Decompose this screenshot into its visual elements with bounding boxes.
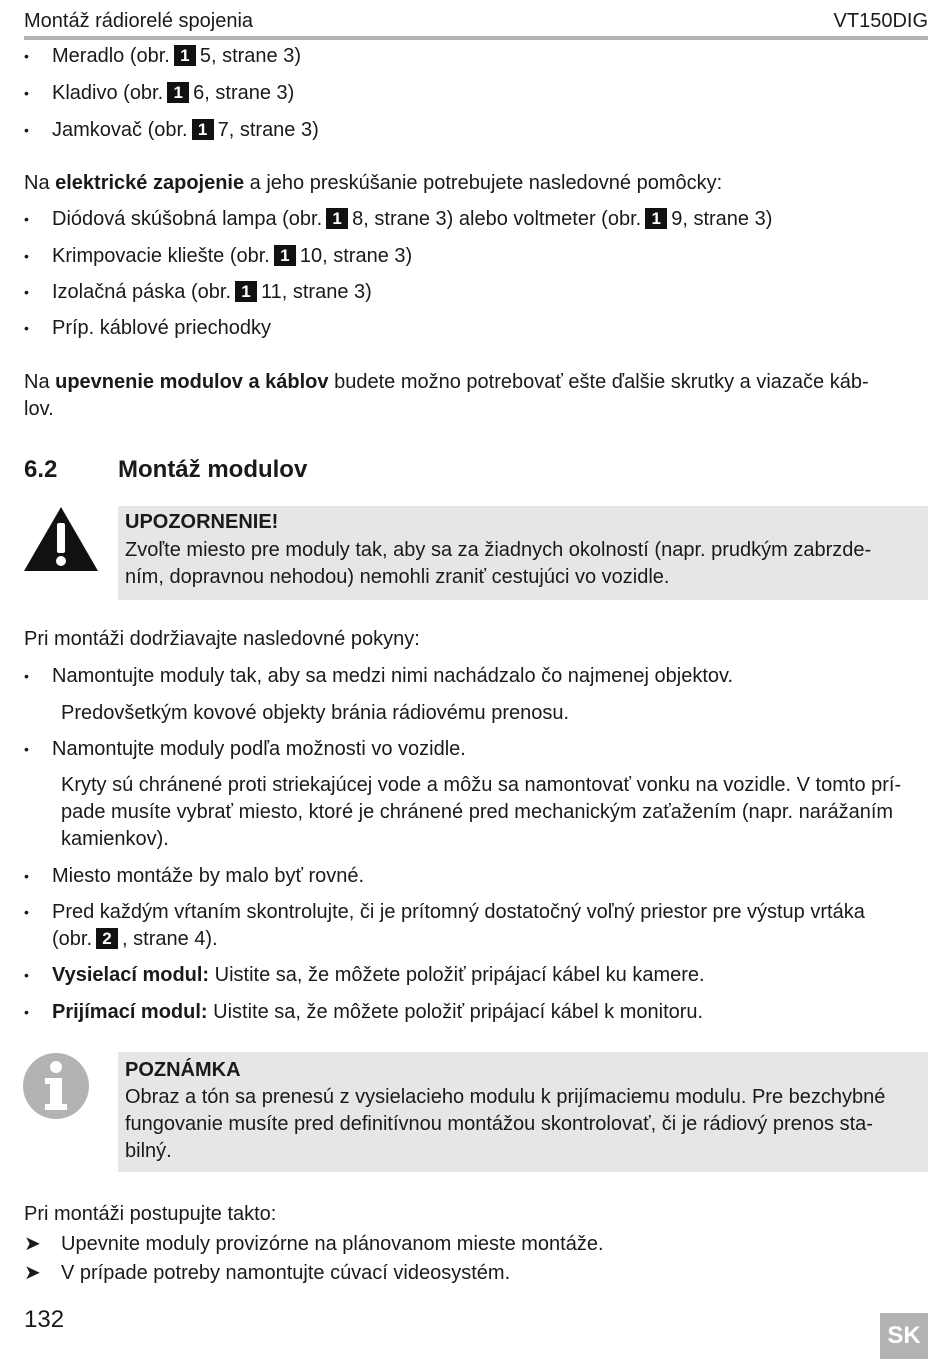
- bullet: •: [24, 122, 29, 138]
- language-tab: SK: [880, 1313, 928, 1359]
- bullet: •: [24, 48, 29, 64]
- warning-text: Zvoľte miesto pre moduly tak, aby sa za žiadnych okolností (napr. prudkým zabrzde-: [125, 539, 872, 561]
- note-text: bilný.: [125, 1140, 172, 1162]
- list-item-note: Predovšetkým kovové objekty bránia rádiovému prenosu.: [61, 702, 570, 724]
- paragraph-fixing: Na upevnenie modulov a káblov budete možno potrebovať ešte ďalšie skrutky a viazače káb-: [24, 371, 869, 393]
- note-box: [118, 1052, 928, 1172]
- bullet: •: [24, 211, 29, 227]
- paragraph-fixing-cont: lov.: [24, 398, 54, 420]
- info-icon: [22, 1052, 90, 1120]
- arrow-right-icon: ➤: [24, 1262, 41, 1284]
- list-item-note: Kryty sú chránené proti striekajúcej vode a môžu sa namontovať vonku na vozidle. V tomto prí-: [61, 774, 902, 796]
- figure-badge: 1: [167, 82, 189, 103]
- figure-badge: 1: [326, 208, 348, 229]
- bullet: •: [24, 248, 29, 264]
- figure-badge: 1: [274, 245, 296, 266]
- paragraph-electrical: Na elektrické zapojenie a jeho preskúšanie potrebujete nasledovné pomôcky:: [24, 172, 723, 194]
- warning-text: ním, dopravnou nehodou) nemohli zraniť cestujúci vo vozidle.: [125, 566, 670, 588]
- figure-badge: 1: [174, 45, 196, 66]
- bullet: •: [24, 967, 29, 983]
- list-item-note: pade musíte vybrať miesto, ktoré je chránené pred mechanickým zaťažením (napr. narážaním: [61, 801, 894, 823]
- figure-badge: 1: [192, 119, 214, 140]
- note-text: Obraz a tón sa prenesú z vysielacieho modulu k prijímaciemu modulu. Pre bezchybné: [125, 1086, 886, 1108]
- page-number: 132: [24, 1306, 65, 1333]
- note-title: POZNÁMKA: [125, 1059, 241, 1081]
- warning-title: UPOZORNENIE!: [125, 511, 279, 533]
- list-item-note: kamienkov).: [61, 828, 169, 850]
- figure-badge: 1: [645, 208, 667, 229]
- bullet: •: [24, 320, 29, 336]
- bullet: •: [24, 741, 29, 757]
- paragraph-procedure-intro: Pri montáži postupujte takto:: [24, 1203, 277, 1225]
- page-header: [24, 6, 928, 40]
- arrow-right-icon: ➤: [24, 1233, 41, 1255]
- bullet: •: [24, 284, 29, 300]
- figure-badge: 1: [235, 281, 257, 302]
- section-title: Montáž modulov: [118, 456, 308, 483]
- bullet: •: [24, 868, 29, 884]
- paragraph-instructions-intro: Pri montáži dodržiavajte nasledovné pokyny:: [24, 628, 420, 650]
- section-number: 6.2: [24, 456, 58, 483]
- bullet: •: [24, 85, 29, 101]
- header-model: VT150DIG: [833, 10, 928, 32]
- list-item-cont: (obr. 2 , strane 4).: [52, 928, 218, 950]
- figure-badge: 2: [96, 928, 118, 949]
- bullet: •: [24, 1004, 29, 1020]
- note-text: fungovanie musíte pred definitívnou montážou skontrolovať, či je rádiový prenos sta-: [125, 1113, 873, 1135]
- warning-box: [118, 506, 928, 600]
- bullet: •: [24, 668, 29, 684]
- header-chapter-title: Montáž rádiorelé spojenia: [24, 10, 254, 32]
- bullet: •: [24, 904, 29, 920]
- warning-icon: [22, 505, 100, 573]
